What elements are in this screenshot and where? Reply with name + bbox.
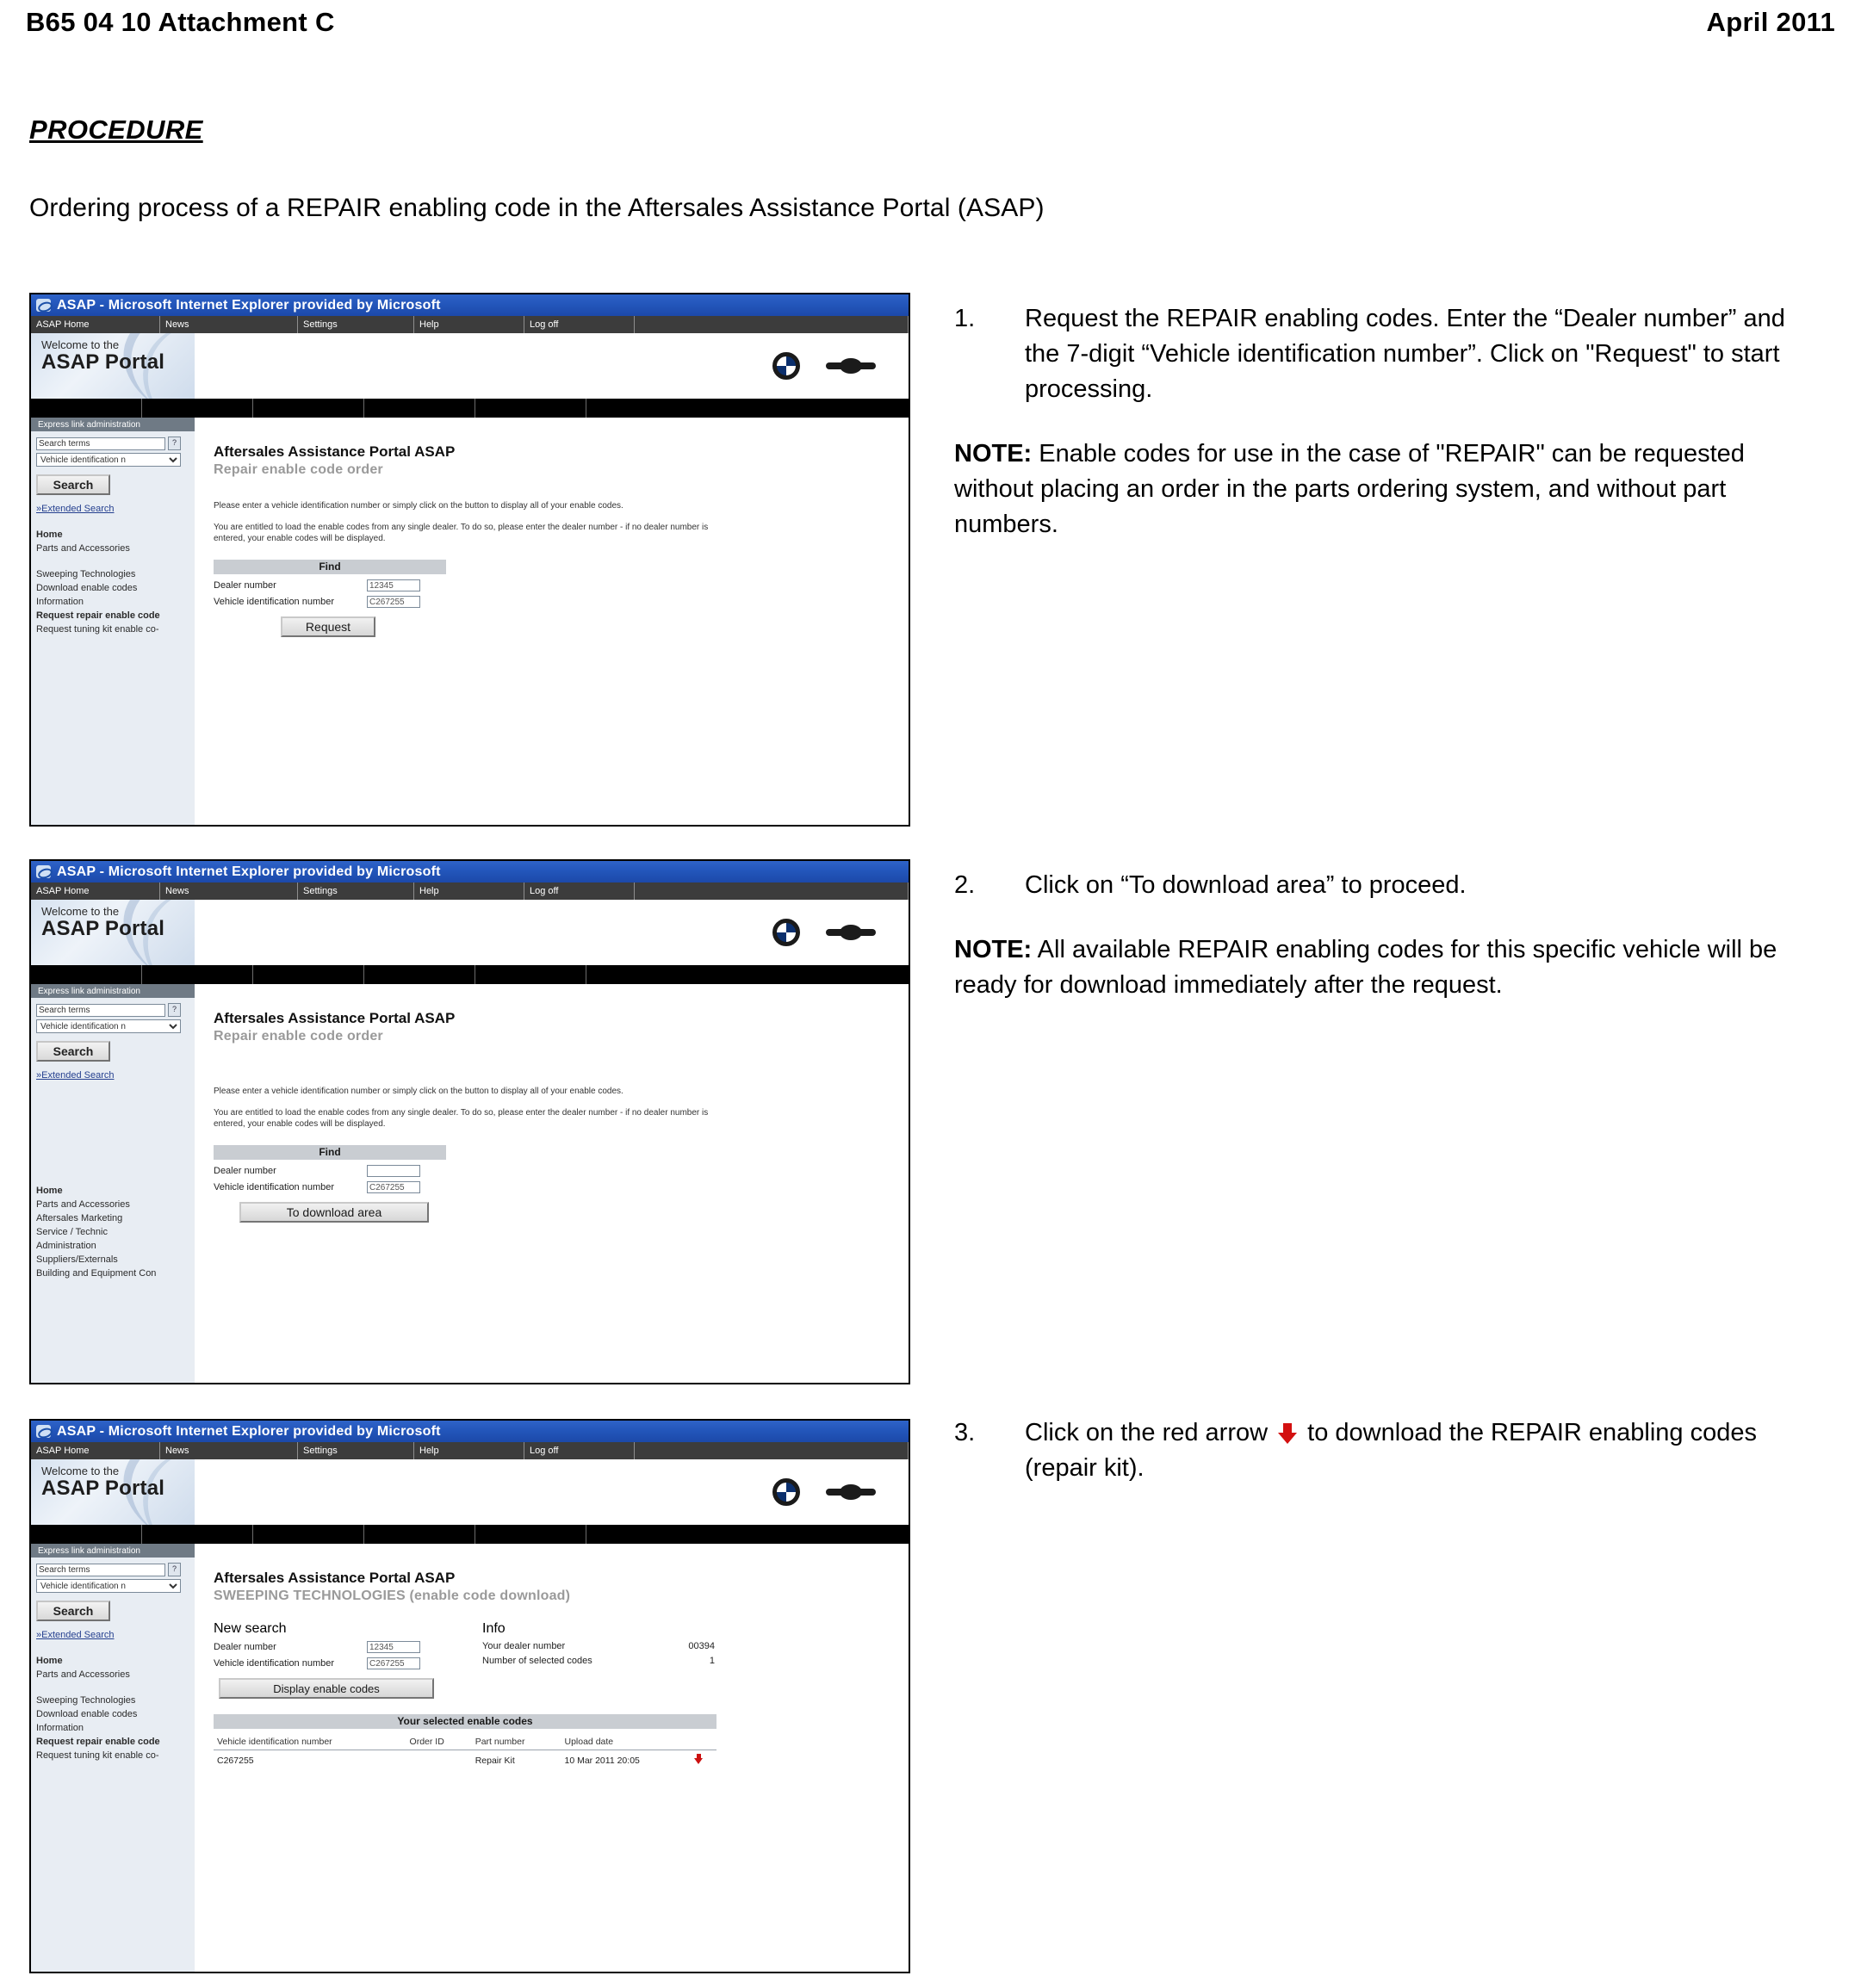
portal-name: ASAP Portal <box>41 350 165 374</box>
info-panel <box>482 1621 715 1699</box>
step-1-text <box>954 301 1824 542</box>
to-download-area-button[interactable]: To download area <box>239 1202 429 1223</box>
vin-label: Vehicle identification number <box>214 1182 335 1192</box>
document-header <box>26 7 1835 38</box>
column-order-id: Order ID <box>406 1736 472 1750</box>
dealer-number-label: Dealer number <box>214 1642 276 1652</box>
menu-item-help[interactable]: Help <box>414 316 524 333</box>
cell-order-id <box>406 1750 472 1769</box>
step-2-number: 2. <box>954 871 976 899</box>
new-search-header: New search <box>214 1621 287 1636</box>
cell-part-number: Repair Kit <box>475 1755 515 1766</box>
column-vin: Vehicle identification number <box>214 1736 406 1750</box>
selected-codes-count-label: Number of selected codes <box>482 1656 592 1666</box>
screenshot-step-3 <box>29 1419 910 1973</box>
mini-logo-icon <box>826 921 876 944</box>
step-3-number: 3. <box>954 1419 976 1446</box>
step-1-number: 1. <box>954 305 976 332</box>
content-subtitle: Repair enable code order <box>214 1029 383 1044</box>
sidebar-item-administration[interactable]: Administration <box>36 1241 96 1251</box>
vin-input[interactable] <box>367 1657 420 1669</box>
your-dealer-number-value: 00394 <box>688 1641 715 1651</box>
step-2-note-label: NOTE: <box>954 936 1033 963</box>
internet-explorer-icon <box>36 1425 51 1438</box>
cell-vin: C267255 <box>217 1755 254 1766</box>
extended-search-link[interactable]: »Extended Search <box>36 504 115 514</box>
internet-explorer-icon <box>36 865 51 878</box>
bmw-logo-icon <box>772 1478 800 1506</box>
screenshot-step-2 <box>29 859 910 1384</box>
dealer-number-input[interactable] <box>367 1641 420 1653</box>
express-link-label: Express link administration <box>31 418 195 431</box>
sidebar-nav-list <box>36 1654 189 1762</box>
browser-title-text: ASAP - Microsoft Internet Explorer provided by Microsoft <box>57 864 441 879</box>
sidebar-item-download-enable-codes[interactable]: Download enable codes <box>36 1709 138 1719</box>
search-type-select[interactable] <box>36 453 181 467</box>
menu-item-news[interactable]: News <box>160 316 298 333</box>
request-button[interactable]: Request <box>281 616 375 637</box>
step-1-note <box>954 437 1824 542</box>
info-panel-header: Info <box>482 1621 506 1636</box>
extended-search-link[interactable]: »Extended Search <box>36 1070 115 1081</box>
step-2-note <box>954 932 1824 1003</box>
sidebar-item-service-technic[interactable]: Service / Technic <box>36 1227 108 1237</box>
logo-group <box>772 352 876 380</box>
info-text-2: You are entitled to load the enable codes from any single dealer. To do so, please enter the dealer number - if no dealer number is entered, your enable codes will be displayed. <box>214 1108 709 1129</box>
extended-search-link[interactable]: »Extended Search <box>36 1630 115 1640</box>
step-1-body: Request the REPAIR enabling codes. Enter the “Dealer number” and the 7-digit “Vehicle identification number”. Click on "Request" to start processing. <box>1025 305 1785 403</box>
step-1-note-text: Enable codes for use in the case of "REPAIR" can be requested without placing an order in the parts ordering system, and without part numbers. <box>954 440 1745 538</box>
menu-item-asap-home[interactable]: ASAP Home <box>31 883 160 900</box>
menu-item-news[interactable]: News <box>160 1442 298 1459</box>
dealer-number-label: Dealer number <box>214 580 276 591</box>
sidebar-item-sweeping-technologies[interactable]: Sweeping Technologies <box>36 569 136 579</box>
menu-item-empty <box>635 883 909 900</box>
sidebar-item-parts-accessories[interactable]: Parts and Accessories <box>36 1669 130 1680</box>
sidebar <box>31 1558 195 1972</box>
help-icon[interactable]: ? <box>168 437 181 450</box>
sidebar-nav-list <box>36 528 189 636</box>
find-panel-header: Find <box>214 560 446 575</box>
main-content <box>195 431 909 825</box>
menu-item-logoff[interactable]: Log off <box>524 1442 635 1459</box>
welcome-text: Welcome to the <box>41 905 120 918</box>
find-panel <box>214 560 446 637</box>
main-content <box>195 998 909 1383</box>
sidebar-item-suppliers-externals[interactable]: Suppliers/Externals <box>36 1254 118 1265</box>
brand-band <box>31 333 909 399</box>
sidebar-item-request-tuning-kit-enable-code[interactable]: Request tuning kit enable co- <box>36 1750 159 1761</box>
step-2-note-text: All available REPAIR enabling codes for this specific vehicle will be ready for download immediately after the request. <box>954 936 1777 999</box>
page-title: PROCEDURE <box>29 115 203 145</box>
main-content <box>195 1558 909 1972</box>
top-menu-bar <box>31 1442 909 1459</box>
selected-codes-header: Your selected enable codes <box>214 1714 716 1729</box>
portal-brand <box>31 333 195 399</box>
sidebar-item-request-repair-enable-code[interactable]: Request repair enable code <box>36 1737 160 1747</box>
sidebar <box>31 431 195 825</box>
welcome-text: Welcome to the <box>41 338 120 351</box>
step-3-body-pre: Click on the red arrow <box>1025 1419 1275 1446</box>
sidebar-item-parts-accessories[interactable]: Parts and Accessories <box>36 1199 130 1210</box>
browser-titlebar <box>31 1421 909 1442</box>
menu-item-help[interactable]: Help <box>414 1442 524 1459</box>
sidebar-item-information[interactable]: Information <box>36 1723 84 1733</box>
express-link-label: Express link administration <box>31 1544 195 1558</box>
search-button[interactable]: Search <box>36 1601 110 1621</box>
content-title: Aftersales Assistance Portal ASAP <box>214 443 456 460</box>
search-input[interactable] <box>36 1564 165 1576</box>
help-icon[interactable]: ? <box>168 1563 181 1576</box>
download-arrow-icon[interactable] <box>694 1754 704 1764</box>
content-subtitle: SWEEPING TECHNOLOGIES (enable code download) <box>214 1589 571 1603</box>
sidebar-item-aftersales-marketing[interactable]: Aftersales Marketing <box>36 1213 123 1223</box>
search-button[interactable]: Search <box>36 474 110 495</box>
selected-codes-count-value: 1 <box>709 1656 715 1666</box>
find-panel <box>214 1145 446 1223</box>
find-panel-header: Find <box>214 1145 446 1161</box>
step-3-body <box>1025 1415 1824 1486</box>
search-type-select[interactable] <box>36 1579 181 1593</box>
screenshot-step-1 <box>29 293 910 827</box>
help-icon[interactable]: ? <box>168 1003 181 1017</box>
header-right-text: April 2011 <box>1706 7 1835 37</box>
sidebar-item-parts-accessories[interactable]: Parts and Accessories <box>36 543 130 554</box>
dealer-number-label: Dealer number <box>214 1166 276 1176</box>
enable-codes-table <box>214 1736 716 1768</box>
search-input[interactable] <box>36 1004 165 1017</box>
sidebar-item-home[interactable]: Home <box>36 1186 63 1196</box>
express-link-label: Express link administration <box>31 984 195 998</box>
menu-item-logoff[interactable]: Log off <box>524 883 635 900</box>
logo-group <box>772 1478 876 1506</box>
display-enable-codes-button[interactable]: Display enable codes <box>219 1678 434 1699</box>
browser-titlebar <box>31 294 909 316</box>
menu-item-news[interactable]: News <box>160 883 298 900</box>
welcome-text: Welcome to the <box>41 1465 120 1477</box>
menu-item-settings[interactable]: Settings <box>298 883 414 900</box>
sidebar-item-home[interactable]: Home <box>36 1656 63 1666</box>
step-2-text <box>954 868 1824 1003</box>
portal-name: ASAP Portal <box>41 1477 165 1500</box>
menu-item-asap-home[interactable]: ASAP Home <box>31 316 160 333</box>
search-input[interactable] <box>36 437 165 450</box>
internet-explorer-icon <box>36 299 51 312</box>
nav-black-band <box>31 399 909 418</box>
column-part-number: Part number <box>472 1736 561 1750</box>
column-upload-date: Upload date <box>561 1736 691 1750</box>
browser-title-text: ASAP - Microsoft Internet Explorer provided by Microsoft <box>57 1423 441 1439</box>
intro-text: Ordering process of a REPAIR enabling code in the Aftersales Assistance Portal (ASAP) <box>29 194 1045 222</box>
menu-item-asap-home[interactable]: ASAP Home <box>31 1442 160 1459</box>
table-header-row <box>214 1736 716 1750</box>
menu-item-settings[interactable]: Settings <box>298 1442 414 1459</box>
express-link-bar <box>31 984 909 998</box>
portal-brand <box>31 1459 195 1525</box>
table-row <box>214 1750 716 1769</box>
menu-item-help[interactable]: Help <box>414 883 524 900</box>
mini-logo-icon <box>826 1481 876 1503</box>
portal-name: ASAP Portal <box>41 917 165 940</box>
express-link-bar <box>31 1544 909 1558</box>
browser-title-text: ASAP - Microsoft Internet Explorer provided by Microsoft <box>57 297 441 313</box>
menu-item-settings[interactable]: Settings <box>298 316 414 333</box>
cell-upload-date: 10 Mar 2011 20:05 <box>564 1755 640 1766</box>
menu-item-logoff[interactable]: Log off <box>524 316 635 333</box>
your-dealer-number-label: Your dealer number <box>482 1641 566 1651</box>
bmw-logo-icon <box>772 352 800 380</box>
step-1-note-label: NOTE: <box>954 440 1033 468</box>
vin-label: Vehicle identification number <box>214 597 335 607</box>
brand-band <box>31 900 909 965</box>
top-menu-bar <box>31 883 909 900</box>
step-2-body: Click on “To download area” to proceed. <box>1025 871 1467 899</box>
nav-black-band <box>31 1525 909 1544</box>
sidebar-item-home[interactable]: Home <box>36 530 63 540</box>
search-type-select[interactable] <box>36 1019 181 1033</box>
sidebar-item-information[interactable]: Information <box>36 597 84 607</box>
menu-item-empty <box>635 316 909 333</box>
sidebar-item-request-tuning-kit-enable-code[interactable]: Request tuning kit enable co- <box>36 624 159 635</box>
content-subtitle: Repair enable code order <box>214 462 383 477</box>
vin-input[interactable] <box>367 596 420 608</box>
search-button[interactable]: Search <box>36 1041 110 1062</box>
new-search-panel <box>214 1621 446 1699</box>
sidebar <box>31 998 195 1383</box>
brand-band <box>31 1459 909 1525</box>
browser-titlebar <box>31 861 909 883</box>
column-download <box>691 1736 716 1750</box>
content-title: Aftersales Assistance Portal ASAP <box>214 1570 456 1586</box>
sidebar-item-building-equipment[interactable]: Building and Equipment Con <box>36 1268 157 1279</box>
nav-black-band <box>31 965 909 984</box>
sidebar-item-sweeping-technologies[interactable]: Sweeping Technologies <box>36 1695 136 1706</box>
dealer-number-input[interactable] <box>367 579 420 591</box>
portal-brand <box>31 900 195 965</box>
info-text-1: Please enter a vehicle identification number or simply click on the button to display all of your enable codes. <box>214 501 623 511</box>
red-download-arrow-icon <box>1278 1423 1297 1444</box>
bmw-logo-icon <box>772 919 800 946</box>
menu-item-empty <box>635 1442 909 1459</box>
dealer-number-input[interactable] <box>367 1165 420 1177</box>
sidebar-nav-list <box>36 1184 189 1280</box>
express-link-bar <box>31 418 909 431</box>
logo-group <box>772 919 876 946</box>
mini-logo-icon <box>826 355 876 377</box>
header-left-text: B65 04 10 Attachment C <box>26 7 335 37</box>
sidebar-item-download-enable-codes[interactable]: Download enable codes <box>36 583 138 593</box>
vin-input[interactable] <box>367 1181 420 1193</box>
content-title: Aftersales Assistance Portal ASAP <box>214 1010 456 1026</box>
vin-label: Vehicle identification number <box>214 1658 335 1669</box>
sidebar-item-request-repair-enable-code[interactable]: Request repair enable code <box>36 610 160 621</box>
step-3-body-post: to download the REPAIR enabling codes (repair kit). <box>1025 1419 1757 1482</box>
top-menu-bar <box>31 316 909 333</box>
info-text-2: You are entitled to load the enable codes from any single dealer. To do so, please enter the dealer number - if no dealer number is entered, your enable codes will be displayed. <box>214 523 709 543</box>
step-3-text <box>954 1415 1824 1486</box>
info-text-1: Please enter a vehicle identification number or simply click on the button to display all of your enable codes. <box>214 1087 623 1096</box>
